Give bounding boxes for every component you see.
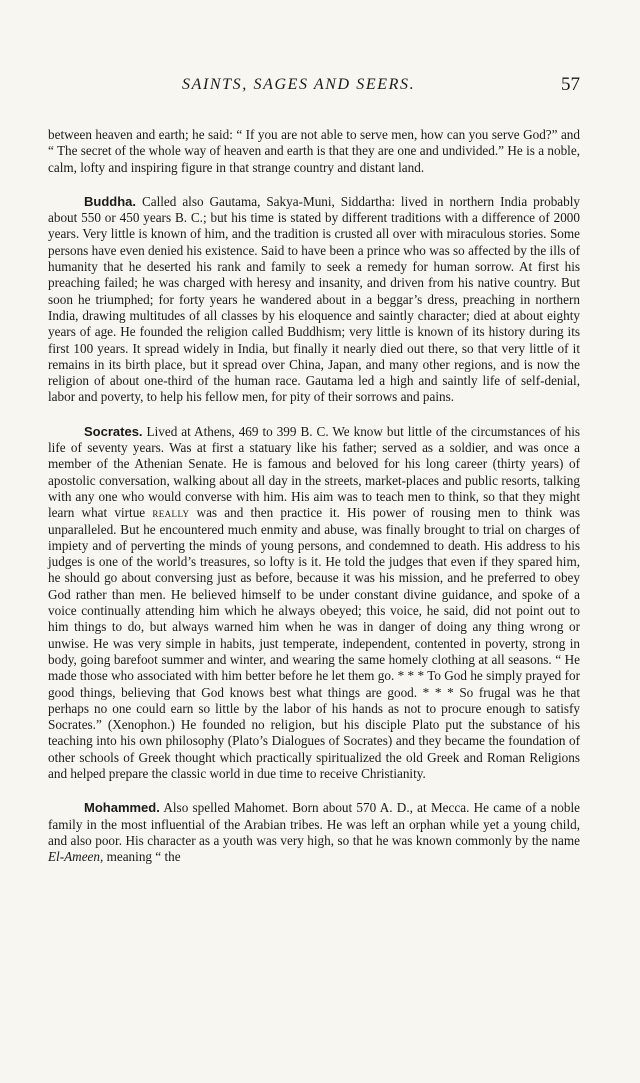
book-page [48,72,580,865]
entry-term: Socrates. [84,423,143,439]
continuation-paragraph [48,127,580,176]
paragraph-text: between heaven and earth; he said: “ If you are not able to serve men, how can you serve God?” and “ The secret of the whole way of heaven and earth is that they are one and undivided.” He is a noble, calm, lofty and inspiring figure in that strange country and distant land. [48,127,580,175]
entry-socrates [48,424,580,783]
page-number: 57 [561,74,580,95]
body-text [48,127,580,865]
foreign-name: El-Ameen, [48,849,104,865]
entry-text-continued: meaning “ the [103,849,181,865]
entry-text: Called also Gautama, Sakya-Muni, Siddartha: lived in northern India probably about 550 or 450 years B. C.; but his time is stated by different traditions with a difference of 2000 years. Very little is known of him, and the tradition is crusted all over with miraculous stories. Some persons have even denied his existence. Said to have been a prince who was so affected by the ills of humanity that he deserted his rank and family to seek a remedy for human sorrow. At first his preaching failed; he was charged with heresy and insanity, and driven from his native country. But soon he triumphed; for forty years he wandered about in a beggar’s dress, preaching in northern India, drawing multitudes of all classes by his eloquence and saintly character; died at about eighty years of age. He founded the religion called Buddhism; very little is known of its history during its first 100 years. It spread widely in India, but finally it nearly died out there, so that very little of it remains in its birth place, but it spread over China, Japan, and many other regions, and is now the religion of about one-third of the human race. Gautama led a high and saintly life of self-denial, labor and poverty, to help his fellow men, for pity of their sorrows and pains. [48,193,580,405]
entry-mohammed [48,800,580,865]
running-head [48,72,580,102]
running-title: SAINTS, SAGES AND SEERS. [182,76,416,93]
entry-buddha [48,194,580,406]
entry-term: Mohammed. [84,800,160,816]
entry-term: Buddha. [84,193,136,209]
emphasis-word: really [152,505,190,521]
entry-text: Lived at Athens, 469 to 399 B. C. We know but little of the circumstances of his life of seventy years. Was at first a statuary like his father; served as a soldier, and was once a member of the Athenian Senate. He is famous and beloved for his long career (thirty years) of apostolic conversation, walking about all day in the streets, market-places and public resorts, talking with any one who would converse with him. His aim was to teach men to think, so that they might learn what virtue [48,423,580,521]
entry-text: Also spelled Mahomet. Born about 570 A. D., at Mecca. He came of a noble family in the most influential of the Arabian tribes. He was left an orphan while yet a young child, and also poor. His character as a youth was very high, so that he was known commonly by the name [48,800,580,848]
entry-text-continued: was and then practice it. His power of rousing men to think was unparalleled. But he encountered much enmity and abuse, was finally brought to trial on charges of impiety and of perverting the minds of young persons, and condemned to death. His address to his judges is one of the world’s treasures, so lofty is it. He told the judges that even if they spared him, he should go about conversing just as before, because it was his mission, and he preferred to obey God rather than men. He believed himself to be under constant divine guidance, and spoke of a voice continually attending him which he always obeyed; this voice, he said, did not point out to him things to do, but always warned him when he was in danger of doing any thing wrong or unwise. He was very simple in habits, just temperate, independent, contented in poverty, strong in body, going barefoot summer and winter, and wearing the same homely clothing at all seasons. “ He made those who associated with him better before he let them go. * * * To God he simply prayed for good things, believing that God knows best what things are good. * * * So frugal was he that perhaps no one could earn so little by the labor of his hands as not to procure enough to satisfy Socrates.” (Xenophon.) He founded no religion, but his disciple Plato put the substance of his teaching into his own philosophy (Plato’s Dialogues of Socrates) and they became the foundation of other schools of Greek thought which practically spiritualized the old Greek and Roman Religions and helped prepare the classic world in due time to receive Christianity. [48,505,580,781]
